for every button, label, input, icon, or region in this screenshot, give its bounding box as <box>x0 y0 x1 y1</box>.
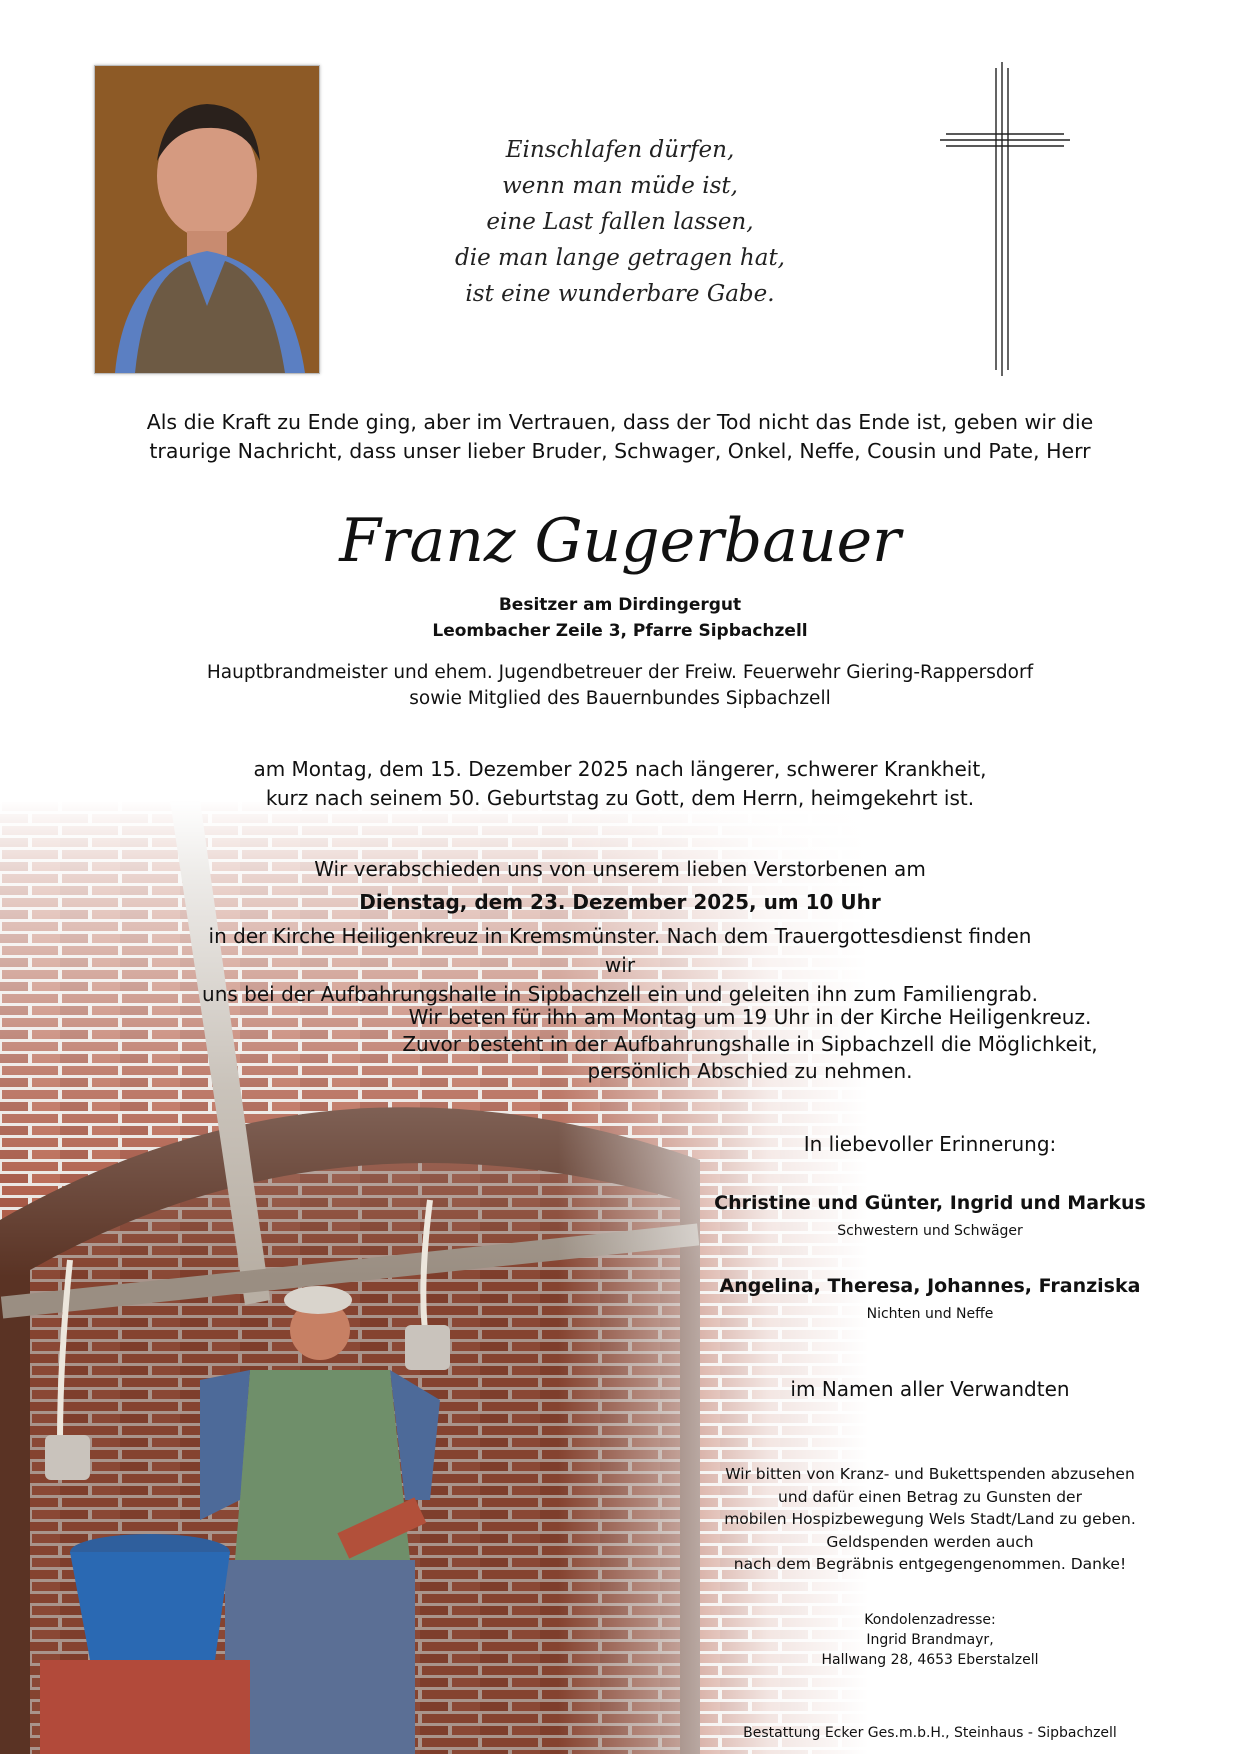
donation-note <box>690 1463 1170 1576</box>
poem-line: die man lange getragen hat, <box>455 245 785 271</box>
farewell-text: Wir verabschieden uns von unserem lieben Verstorbenen am <box>314 857 926 881</box>
intro-line: traurige Nachricht, dass unser lieber Bruder, Schwager, Onkel, Neffe, Cousin und Pate, Herr <box>149 439 1091 463</box>
poem-line: wenn man müde ist, <box>502 173 738 199</box>
donation-line: nach dem Begräbnis entgegengenommen. Danke! <box>733 1555 1127 1573</box>
death-line: am Montag, dem 15. Dezember 2025 nach längerer, schwerer Krankheit, <box>253 757 987 781</box>
intro-text <box>80 408 1160 466</box>
condolence-line: Hallwang 28, 4653 Eberstalzell <box>821 1652 1039 1668</box>
prayer-line: Zuvor besteht in der Aufbahrungshalle in Sipbachzell die Möglichkeit, <box>402 1032 1098 1056</box>
poem-line: ist eine wunderbare Gabe. <box>465 281 775 307</box>
owner-line: Besitzer am Dirdingergut <box>498 595 742 615</box>
deceased-name: Franz Gugerbauer <box>339 506 901 576</box>
portrait-photo <box>94 65 320 374</box>
memory-heading: In liebevoller Erinnerung: <box>803 1132 1057 1156</box>
roles-info <box>100 660 1140 712</box>
owner-info <box>180 592 1060 644</box>
family-relation: Nichten und Neffe <box>866 1306 994 1322</box>
donation-line: mobilen Hospizbewegung Wels Stadt/Land zu geben. <box>724 1510 1136 1528</box>
address-line: Leombacher Zeile 3, Pfarre Sipbachzell <box>432 621 808 641</box>
donation-line: Geldspenden werden auch <box>826 1532 1034 1551</box>
prayer-info <box>340 1004 1160 1085</box>
family-names: Christine und Günter, Ingrid und Markus <box>714 1192 1146 1214</box>
funeral-date: Dienstag, dem 23. Dezember 2025, um 10 Uhr <box>359 890 881 914</box>
donation-line: Wir bitten von Kranz- und Bukettspenden abzusehen <box>725 1465 1135 1483</box>
poem-line: eine Last fallen lassen, <box>486 209 754 235</box>
church-line: in der Kirche Heiligenkreuz in Kremsmünster. Nach dem Trauergottesdienst finden wir <box>208 924 1032 977</box>
church-line: uns bei der Aufbahrungshalle in Sipbachzell ein und geleiten ihn zum Familiengrab. <box>202 982 1038 1006</box>
family-relation: Schwestern und Schwäger <box>837 1223 1023 1239</box>
poem <box>360 132 880 312</box>
intro-line: Als die Kraft zu Ende ging, aber im Vertrauen, dass der Tod nicht das Ende ist, geben wir die <box>146 410 1094 434</box>
roles-line: Hauptbrandmeister und ehem. Jugendbetreuer der Freiw. Feuerwehr Giering-Rappersdorf <box>206 662 1034 683</box>
donation-line: und dafür einen Betrag zu Gunsten der <box>778 1487 1082 1506</box>
condolence-address <box>690 1610 1170 1670</box>
prayer-line: persönlich Abschied zu nehmen. <box>587 1059 913 1083</box>
all-relatives: im Namen aller Verwandten <box>790 1377 1070 1401</box>
undertaker: Bestattung Ecker Ges.m.b.H., Steinhaus - Sipbachzell <box>743 1725 1117 1741</box>
prayer-line: Wir beten für ihn am Montag um 19 Uhr in der Kirche Heiligenkreuz. <box>408 1005 1092 1029</box>
cross-icon <box>940 62 1070 376</box>
family-names: Angelina, Theresa, Johannes, Franziska <box>719 1275 1141 1297</box>
death-line: kurz nach seinem 50. Geburtstag zu Gott, dem Herrn, heimgekehrt ist. <box>265 786 975 810</box>
condolence-line: Kondolenzadresse: <box>864 1612 996 1628</box>
poem-line: Einschlafen dürfen, <box>505 137 735 163</box>
death-info <box>100 755 1140 813</box>
condolence-line: Ingrid Brandmayr, <box>866 1632 994 1648</box>
church-info <box>200 922 1040 1009</box>
roles-line: sowie Mitglied des Bauernbundes Sipbachzell <box>409 688 831 709</box>
